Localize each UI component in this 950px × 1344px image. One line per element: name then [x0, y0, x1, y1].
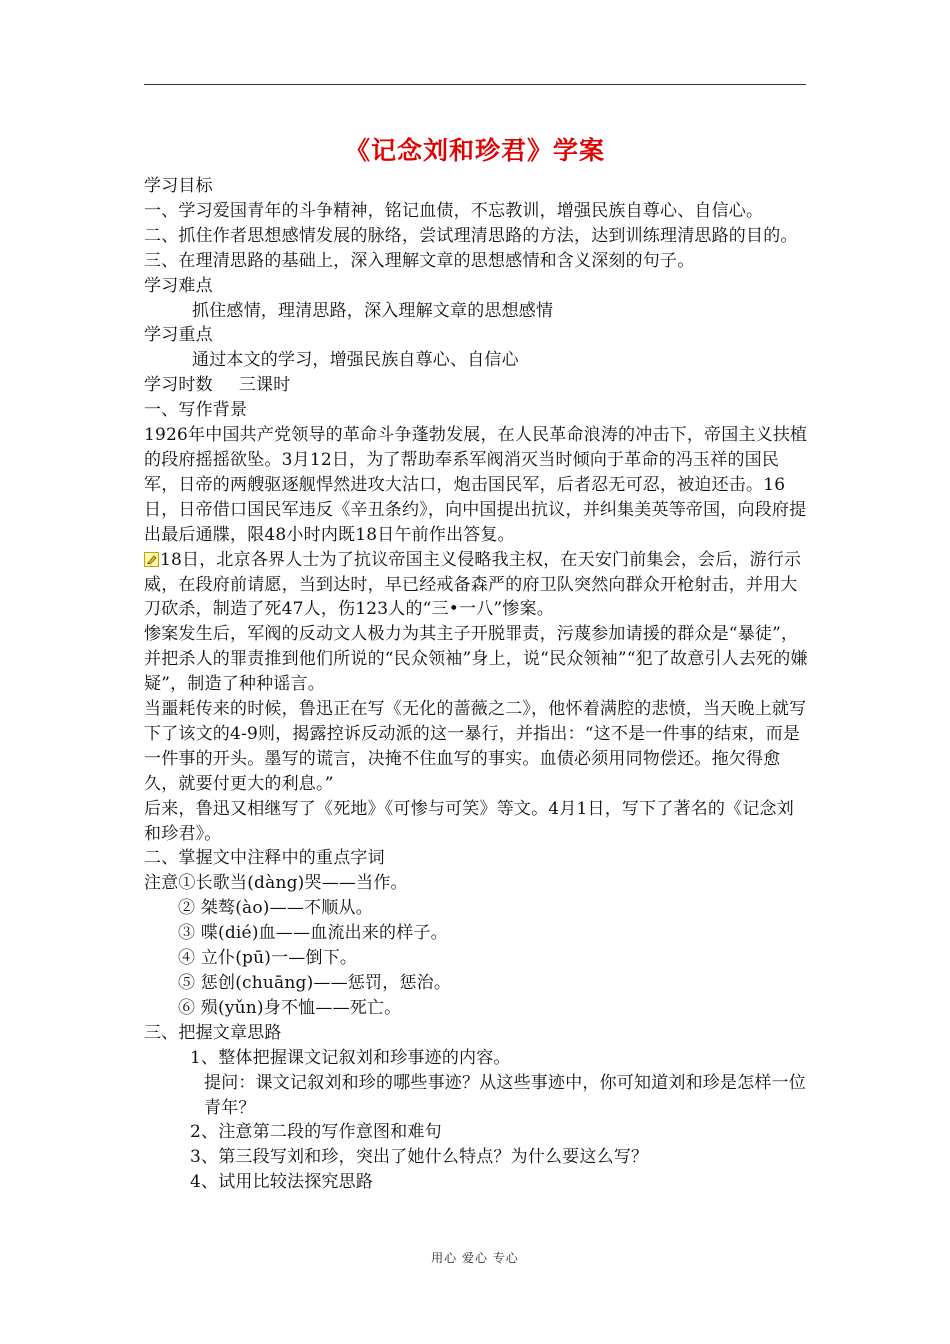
vocabulary-item-3: ③ 喋(dié)血——血流出来的样子。: [178, 923, 448, 944]
vocabulary-item-4: ④ 立仆(pū)一—倒下。: [178, 948, 358, 969]
background-paragraph-3: 惨案发生后，军阀的反动文人极力为其主子开脱罪责，污蔑参加请援的群众是“暴徒”，并把杀人的罪责推到他们所说的“民众领袖”身上，说“民众领袖”“犯了故意引人去死的嫌疑”，制造了种种谣言。: [144, 624, 808, 695]
document-title: 《记念刘和珍君》学案: [344, 136, 605, 165]
background-paragraph-5: 后来，鲁迅又相继写了《死地》《可惨与可笑》等文。4月1日，写下了著名的《记念刘和珍君》。: [144, 798, 794, 844]
structure-item-4: 4、试用比较法探究思路: [190, 1172, 374, 1193]
vocabulary-heading: 二、掌握文中注释中的重点字词: [144, 848, 385, 869]
study-hours: [144, 373, 808, 398]
background-paragraph-4: 当噩耗传来的时候，鲁迅正在写《无化的蔷薇之二》，他怀着满腔的悲愤，当天晚上就写下了该文的4-9则，揭露控诉反动派的这一暴行，并指出：“这不是一件事的结束，而是一件事的开头。墨写的谎言，决掩不住血写的事实。血债必须用同物偿还。拖欠得愈久，就要付更大的利息。”: [144, 699, 807, 794]
goal-item-3: 三、在理清思路的基础上，深入理解文章的思想感情和含义深刻的句子。: [144, 250, 695, 271]
study-hours-label: 学习时数: [144, 375, 213, 396]
vocabulary-item-2: ② 桀骜(ào)——不顺从。: [178, 898, 373, 919]
document-body: [144, 174, 808, 1195]
comment-note-icon[interactable]: [144, 552, 159, 567]
page-footer: 用心 爱心 专心: [431, 1251, 519, 1265]
structure-item-3: 3、第三段写刘和珍，突出了她什么特点？为什么要这么写？: [190, 1147, 649, 1168]
structure-item-2: 2、注意第二段的写作意图和难句: [190, 1122, 442, 1143]
focus-text: 通过本文的学习，增强民族自尊心、自信心: [192, 350, 519, 371]
focus-heading: 学习重点: [144, 325, 213, 346]
structure-item-1: 1、整体把握课文记叙刘和珍事迹的内容。: [190, 1047, 511, 1068]
vocabulary-item-5: ⑤ 惩创(chuāng)——惩罚，惩治。: [178, 973, 452, 993]
background-paragraph-2: [144, 548, 808, 623]
header-rule: [144, 84, 806, 85]
background-paragraph-2-text: 18日，北京各界人士为了抗议帝国主义侵略我主权，在天安门前集会，会后，游行示威，在段府前请愿，当到达时，早已经戒备森严的府卫队突然向群众开枪射击，并用大刀砍杀，制造了死47人，伤123人的“三•一八”惨案。: [144, 549, 802, 620]
study-hours-value: 三课时: [238, 375, 291, 396]
difficulty-text: 抓住感情，理清思路，深入理解文章的思想感情: [192, 300, 554, 321]
goal-item-2: 二、抓住作者思想感情发展的脉络，尝试理清思路的方法，达到训练理清思路的目的。: [144, 225, 798, 246]
structure-question: 提问：课文记叙刘和珍的哪些事迹？从这些事迹中，你可知道刘和珍是怎样一位青年？: [204, 1072, 806, 1118]
background-heading: 一、写作背景: [144, 400, 248, 421]
goal-item-1: 一、学习爱国青年的斗争精神，铭记血债，不忘教训，增强民族自尊心、自信心。: [144, 200, 764, 221]
vocabulary-item-6: ⑥ 殒(yǔn)身不恤——死亡。: [178, 997, 402, 1018]
background-paragraph-1: 1926年中国共产党领导的革命斗争蓬勃发展，在人民革命浪涛的冲击下，帝国主义扶植的段府摇摇欲坠。3月12日，为了帮助奉系军阀消灭当时倾向于革命的冯玉祥的国民军，日帝的两艘驱逐舰悍然进攻大沽口，炮击国民军，后者忍无可忍，被迫还击。16日，日帝借口国民军违反《辛丑条约》，向中国提出抗议，并纠集美英等帝国，向段府提出最后通牒，限48小时内既18日午前作出答复。: [144, 425, 808, 545]
structure-heading: 三、把握文章思路: [144, 1022, 282, 1043]
difficulty-heading: 学习难点: [144, 275, 213, 296]
vocabulary-item-1: 注意①长歌当(dàng)哭——当作。: [144, 873, 408, 894]
goals-heading: 学习目标: [144, 176, 213, 196]
